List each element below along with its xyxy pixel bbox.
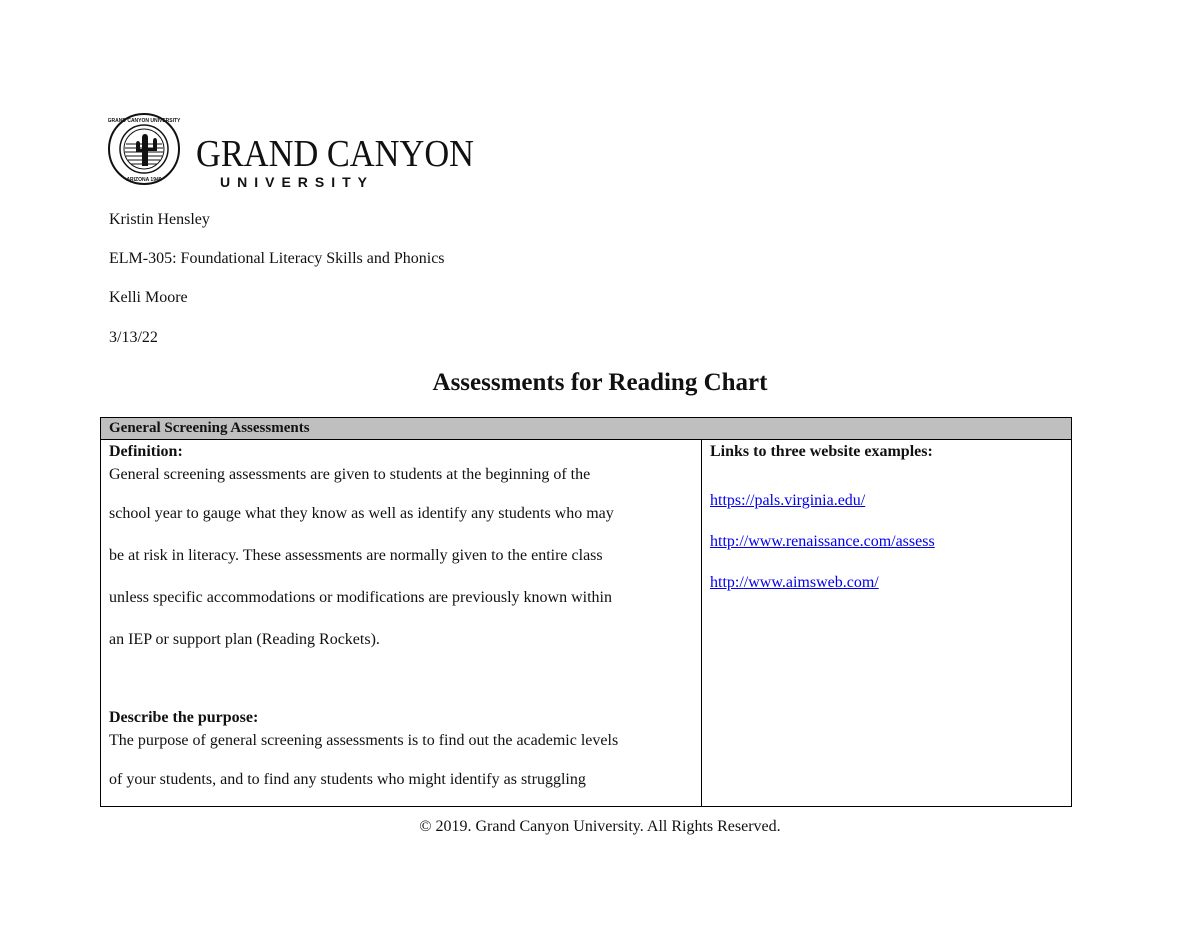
website-link-renaissance[interactable]: http://www.renaissance.com/assess — [710, 533, 935, 550]
seal-bottom-text: ARIZONA 1949 — [126, 177, 162, 183]
student-name: Kristin Hensley — [109, 211, 210, 228]
website-link-aimsweb[interactable]: http://www.aimsweb.com/ — [710, 574, 879, 591]
spacer — [109, 661, 694, 707]
definition-cell — [109, 441, 694, 801]
logo-wordmark: GRAND CANYON — [196, 133, 474, 175]
seal-icon — [108, 114, 181, 184]
document-date: 3/13/22 — [109, 329, 158, 346]
definition-heading: Definition: — [109, 443, 183, 460]
copyright-footer: © 2019. Grand Canyon University. All Rights Reserved. — [419, 818, 781, 835]
assessment-table — [100, 417, 1072, 807]
seal-ring-text: GRAND CANYON UNIVERSITY — [108, 118, 181, 124]
definition-line: be at risk in literacy. These assessments are normally given to the entire class — [109, 547, 603, 564]
purpose-heading: Describe the purpose: — [109, 709, 259, 726]
purpose-line: The purpose of general screening assessments is to find out the academic levels — [109, 732, 619, 749]
website-link-pals[interactable]: https://pals.virginia.edu/ — [710, 492, 866, 509]
links-list — [710, 480, 1065, 603]
university-logo — [108, 108, 488, 194]
links-cell — [710, 441, 1065, 603]
definition-line: an IEP or support plan (Reading Rockets). — [109, 631, 380, 648]
definition-line: school year to gauge what they know as well as identify any students who may — [109, 505, 614, 522]
definition-line: unless specific accommodations or modifications are previously known within — [109, 589, 612, 606]
column-divider — [701, 440, 702, 806]
section-header: General Screening Assessments — [101, 418, 1071, 440]
course-name: ELM-305: Foundational Literacy Skills and Phonics — [109, 250, 445, 267]
purpose-line: of your students, and to find any students who might identify as struggling — [109, 771, 586, 788]
instructor-name: Kelli Moore — [109, 289, 188, 306]
page-title: Assessments for Reading Chart — [432, 369, 768, 396]
links-heading: Links to three website examples: — [710, 443, 933, 460]
definition-line: General screening assessments are given to students at the beginning of the — [109, 466, 591, 483]
logo-subtext: UNIVERSITY — [220, 174, 375, 190]
